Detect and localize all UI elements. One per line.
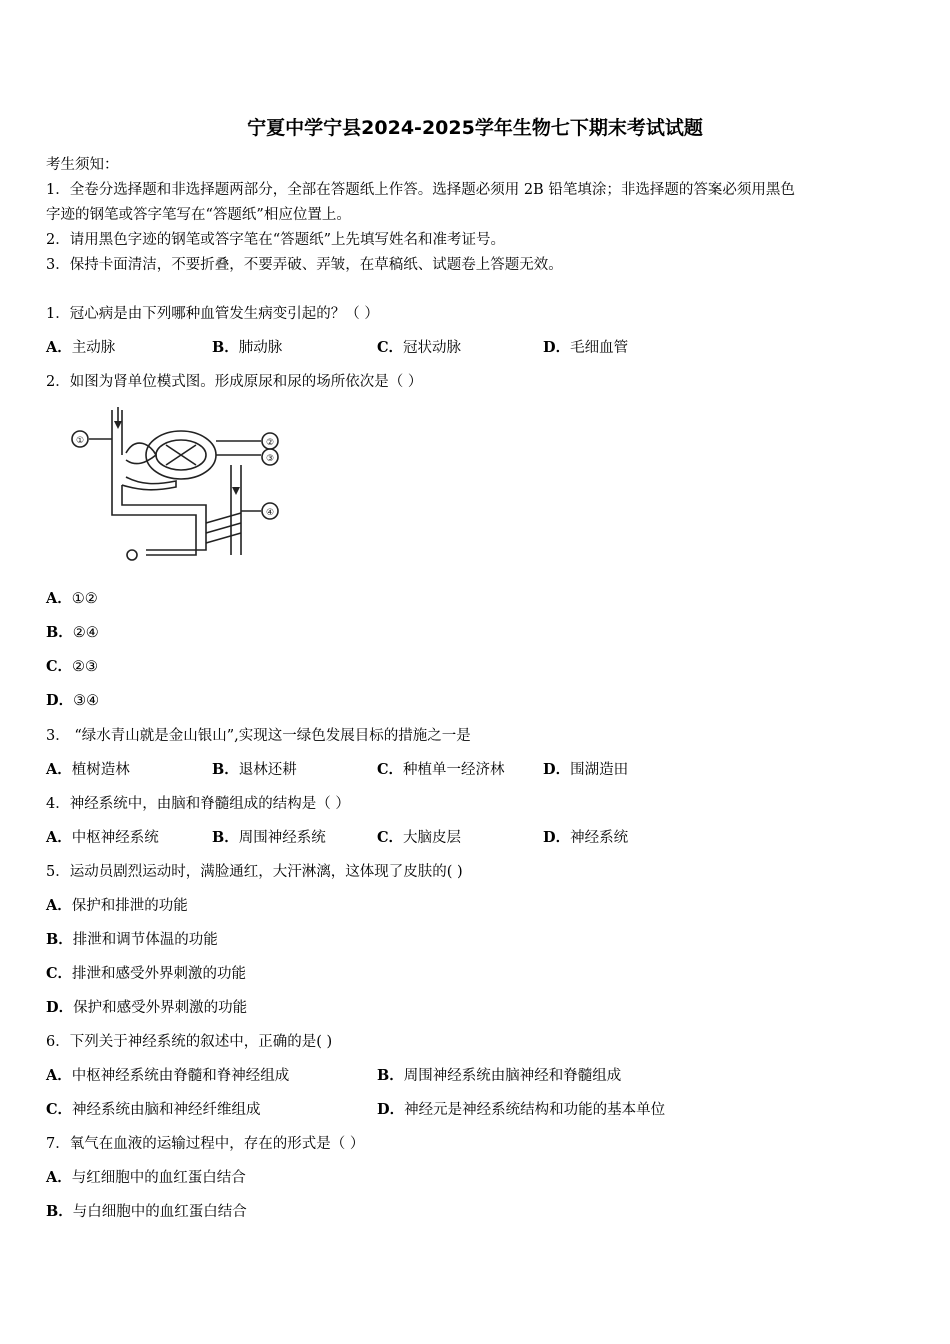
notice-line-1a: 1．全卷分选择题和非选择题两部分，全部在答题纸上作答。选择题必须用 2B 铅笔填涂；非选择题的答案必须用黑色 xyxy=(46,182,795,198)
q5-stem: 5．运动员剧烈运动时，满脸通红，大汗淋漓，这体现了皮肤的( ) xyxy=(46,864,463,880)
q7-option-a[interactable]: A．与红细胞中的血红蛋白结合 xyxy=(46,1169,246,1186)
q3-option-b[interactable]: B．退林还耕 xyxy=(212,761,297,778)
diagram-label-2: ② xyxy=(266,438,275,448)
q7-stem: 7．氧气在血液的运输过程中，存在的形式是（ ） xyxy=(46,1136,365,1152)
q6-option-c[interactable]: C．神经系统由脑和神经纤维组成 xyxy=(46,1101,261,1118)
q3-option-a[interactable]: A．植树造林 xyxy=(46,761,130,778)
q6-option-b[interactable]: B．周围神经系统由脑神经和脊髓组成 xyxy=(377,1067,622,1084)
q4-option-d[interactable]: D．神经系统 xyxy=(543,829,629,846)
q4-stem: 4．神经系统中，由脑和脊髓组成的结构是（ ） xyxy=(46,796,350,812)
q1-stem: 1．冠心病是由下列哪种血管发生病变引起的？（ ） xyxy=(46,306,379,322)
q3-option-d[interactable]: D．围湖造田 xyxy=(543,761,629,778)
nephron-diagram xyxy=(66,405,291,565)
q1-option-b[interactable]: B．肺动脉 xyxy=(212,339,283,356)
q5-option-d[interactable]: D．保护和感受外界刺激的功能 xyxy=(46,999,248,1016)
q2-option-b[interactable]: B．②④ xyxy=(46,624,99,641)
q5-option-a[interactable]: A．保护和排泄的功能 xyxy=(46,897,188,914)
q1-option-c[interactable]: C．冠状动脉 xyxy=(377,339,462,356)
q7-option-b[interactable]: B．与白细胞中的血红蛋白结合 xyxy=(46,1203,247,1220)
q6-option-d[interactable]: D．神经元是神经系统结构和功能的基本单位 xyxy=(377,1101,666,1118)
q5-option-c[interactable]: C．排泄和感受外界刺激的功能 xyxy=(46,965,247,982)
q2-stem: 2．如图为肾单位模式图。形成原尿和尿的场所依次是（ ） xyxy=(46,374,423,390)
q3-option-c[interactable]: C．种植单一经济林 xyxy=(377,761,505,778)
q1-option-d[interactable]: D．毛细血管 xyxy=(543,339,629,356)
notice-line-2: 2．请用黑色字迹的钢笔或答字笔在“答题纸”上先填写姓名和准考证号。 xyxy=(46,232,506,248)
q6-stem: 6．下列关于神经系统的叙述中，正确的是( ) xyxy=(46,1034,333,1050)
notice-heading: 考生须知： xyxy=(46,157,119,173)
q2-option-c[interactable]: C．②③ xyxy=(46,658,99,675)
page-title: 宁夏中学宁县2024-2025学年生物七下期末考试试题 xyxy=(247,117,703,139)
q5-option-b[interactable]: B．排泄和调节体温的功能 xyxy=(46,931,218,948)
diagram-label-4: ④ xyxy=(266,508,275,518)
notice-line-1b: 字迹的钢笔或答字笔写在“答题纸”相应位置上。 xyxy=(46,207,351,223)
diagram-label-3: ③ xyxy=(266,454,275,464)
diagram-label-1: ① xyxy=(76,436,85,446)
q4-option-a[interactable]: A．中枢神经系统 xyxy=(46,829,159,846)
q1-option-a[interactable]: A．主动脉 xyxy=(46,339,116,356)
q4-option-b[interactable]: B．周围神经系统 xyxy=(212,829,326,846)
notice-line-3: 3．保持卡面清洁，不要折叠，不要弄破、弄皱，在草稿纸、试题卷上答题无效。 xyxy=(46,257,563,273)
q2-option-a[interactable]: A．①② xyxy=(46,590,98,607)
q4-option-c[interactable]: C．大脑皮层 xyxy=(377,829,462,846)
q6-option-a[interactable]: A．中枢神经系统由脊髓和脊神经组成 xyxy=(46,1067,290,1084)
q3-stem: 3． “绿水青山就是金山银山”,实现这一绿色发展目标的措施之一是 xyxy=(46,728,471,744)
q2-option-d[interactable]: D．③④ xyxy=(46,692,100,709)
